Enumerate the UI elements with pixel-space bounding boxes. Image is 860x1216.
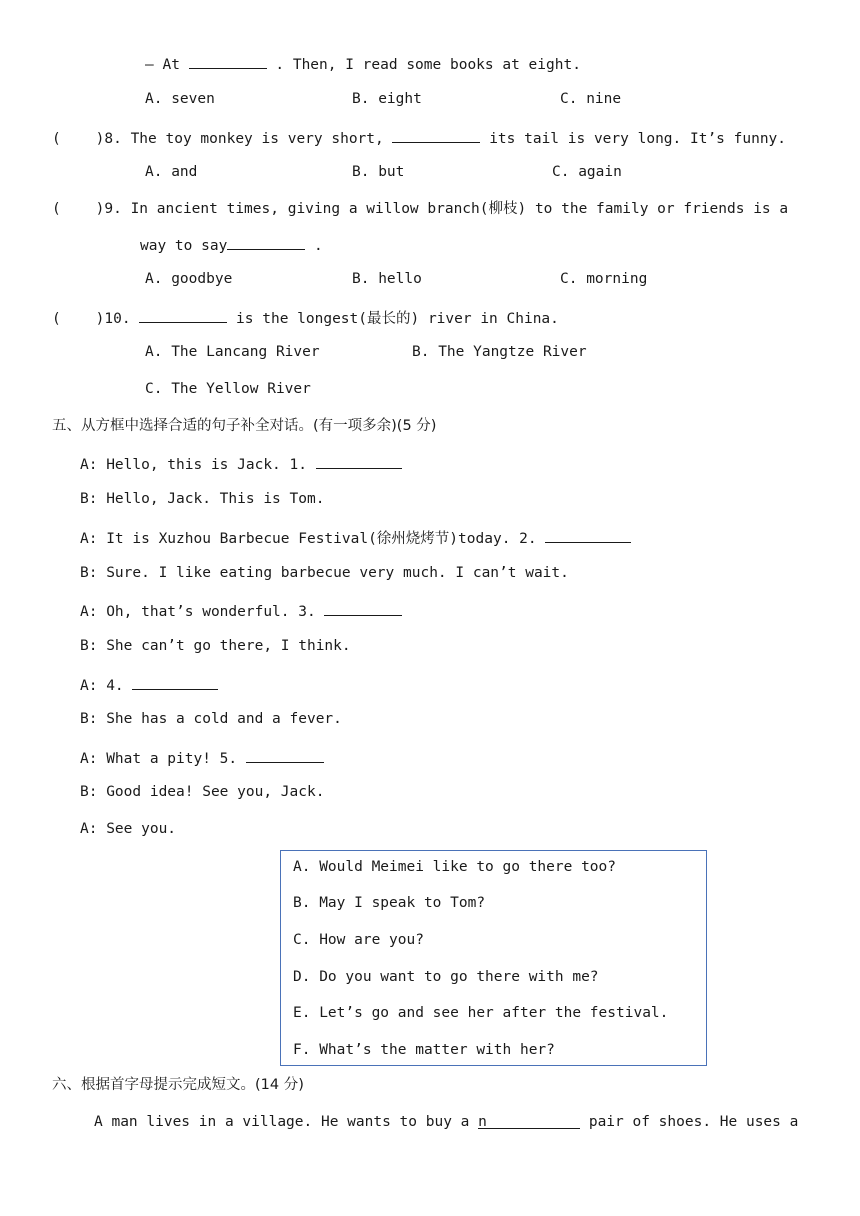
q7-option-a: A. seven bbox=[145, 91, 215, 107]
q9-question-line2 bbox=[140, 233, 323, 256]
q10-text: is the longest(最长的) river in China. bbox=[227, 311, 559, 327]
dialogue-blank-5[interactable] bbox=[246, 746, 324, 763]
q8-question bbox=[52, 126, 786, 149]
box-option-e: E. Let’s go and see her after the festival. bbox=[293, 1005, 669, 1021]
q8-answer-paren[interactable]: ( )8. bbox=[52, 131, 122, 147]
q7-suffix: . Then, I read some books at eight. bbox=[266, 57, 581, 73]
q9-text: In ancient times, giving a willow branch(柳枝) to the family or friends is a bbox=[121, 201, 789, 217]
dialogue-blank-4[interactable] bbox=[132, 673, 218, 690]
box-option-c: C. How are you? bbox=[293, 932, 424, 948]
passage-text-after: pair of shoes. He uses a bbox=[580, 1114, 799, 1130]
dialogue-line-10: B: Good idea! See you, Jack. bbox=[80, 784, 325, 800]
q10-blank[interactable] bbox=[139, 306, 227, 323]
dialogue-text: A: Hello, this is Jack. 1. bbox=[80, 457, 316, 473]
box-option-a: A. Would Meimei like to go there too? bbox=[293, 859, 617, 875]
q8-option-b: B. but bbox=[352, 164, 405, 180]
q10-answer-paren[interactable]: ( )10. bbox=[52, 311, 131, 327]
dialogue-line-6: B: She can’t go there, I think. bbox=[80, 638, 351, 654]
q10-option-b: B. The Yangtze River bbox=[412, 344, 587, 360]
q8-option-a: A. and bbox=[145, 164, 198, 180]
dialogue-line-3 bbox=[80, 526, 631, 549]
dialogue-line-8: B: She has a cold and a fever. bbox=[80, 711, 342, 727]
q8-option-c: C. again bbox=[552, 164, 622, 180]
dialogue-line-4: B: Sure. I like eating barbecue very much. I can’t wait. bbox=[80, 565, 569, 581]
box-option-b: B. May I speak to Tom? bbox=[293, 895, 486, 911]
passage-text-before: A man lives in a village. He wants to buy a bbox=[94, 1114, 479, 1130]
q7-blank[interactable] bbox=[189, 52, 267, 69]
q10-question bbox=[52, 306, 559, 329]
q7-option-c: C. nine bbox=[560, 91, 622, 107]
q8-text-after: its tail is very long. It’s funny. bbox=[480, 131, 787, 147]
dialogue-blank-1[interactable] bbox=[316, 452, 402, 469]
q7-prefix: — At bbox=[145, 57, 189, 73]
q8-blank[interactable] bbox=[392, 126, 480, 143]
box-option-d: D. Do you want to go there with me? bbox=[293, 969, 599, 985]
q10-option-c: C. The Yellow River bbox=[145, 381, 311, 397]
dialogue-line-7 bbox=[80, 673, 218, 696]
q10-option-a: A. The Lancang River bbox=[145, 344, 320, 360]
dialogue-line-11: A: See you. bbox=[80, 821, 177, 837]
section6-heading: 六、根据首字母提示完成短文。(14 分) bbox=[52, 1077, 304, 1093]
q9-option-b: B. hello bbox=[352, 271, 422, 287]
q9-line2-prefix: way to say bbox=[140, 238, 228, 254]
section6-passage-line bbox=[94, 1112, 798, 1132]
q9-answer-paren[interactable]: ( )9. bbox=[52, 201, 122, 217]
q9-question-line1 bbox=[52, 199, 788, 219]
options-box bbox=[280, 850, 707, 1066]
q9-blank[interactable] bbox=[227, 233, 305, 250]
dialogue-text: A: What a pity! 5. bbox=[80, 751, 246, 767]
box-option-f: F. What’s the matter with her? bbox=[293, 1042, 555, 1058]
q7-answer-line bbox=[145, 52, 581, 75]
section5-heading: 五、从方框中选择合适的句子补全对话。(有一项多余)(5 分) bbox=[52, 418, 437, 434]
dialogue-line-5 bbox=[80, 599, 402, 622]
q8-text-before: The toy monkey is very short, bbox=[121, 131, 393, 147]
q7-option-b: B. eight bbox=[352, 91, 422, 107]
q9-option-c: C. morning bbox=[560, 271, 648, 287]
dialogue-text: A: It is Xuzhou Barbecue Festival(徐州烧烤节)today. 2. bbox=[80, 531, 546, 547]
hint-blank[interactable] bbox=[478, 1112, 580, 1129]
dialogue-text: A: 4. bbox=[80, 678, 133, 694]
dialogue-text: A: Oh, that’s wonderful. 3. bbox=[80, 604, 325, 620]
dialogue-line-2: B: Hello, Jack. This is Tom. bbox=[80, 491, 325, 507]
q9-option-a: A. goodbye bbox=[145, 271, 233, 287]
dialogue-blank-2[interactable] bbox=[545, 526, 631, 543]
hint-letter: n bbox=[478, 1114, 487, 1130]
dialogue-line-1 bbox=[80, 452, 402, 475]
q9-line2-suffix: . bbox=[305, 238, 323, 254]
dialogue-blank-3[interactable] bbox=[324, 599, 402, 616]
dialogue-line-9 bbox=[80, 746, 324, 769]
